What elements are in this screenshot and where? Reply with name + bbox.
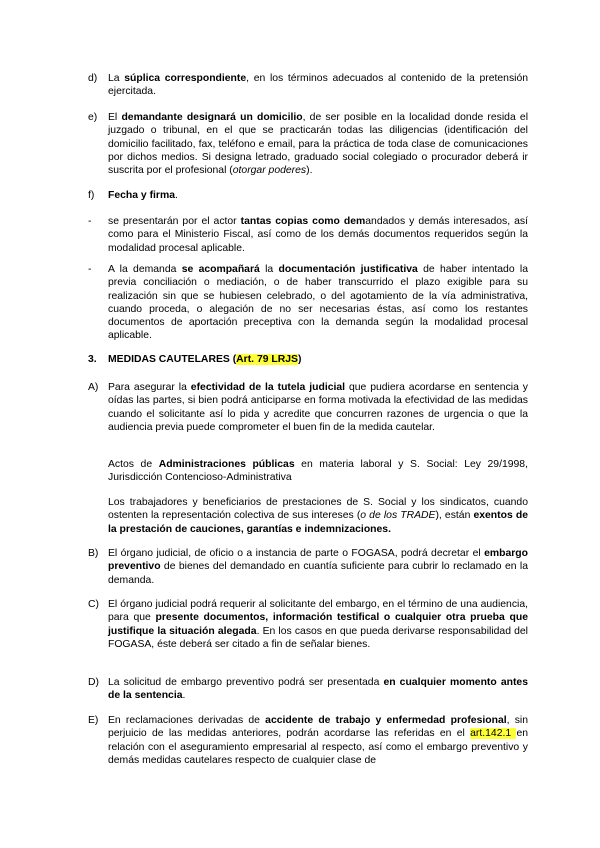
- list-item-text: En reclamaciones derivadas de accidente de trabajo y enfermedad profesional, sin perjuicio de las medidas anteriores, podrán acordarse las referidas en el art.142.1 en relación con el aseguramiento empresarial al respecto, así como el embargo preventivo y demás medidas cautelares respecto de cualquier clase de: [108, 715, 529, 766]
- list-item-text: El órgano judicial podrá requerir al solicitante del embargo, en el término de una audiencia, para que presente documentos, información testifical o cualquier otra prueba que justifique la situación alegada. En los casos en que pueda derivarse responsabilidad del FOGASA, éste deberá ser citado a fin de señalar bienes.: [108, 599, 528, 650]
- highlighted-article-ref: art.142.1: [470, 728, 517, 740]
- list-marker: E): [88, 715, 99, 726]
- bullet-item-text: A la demanda se acompañará la documentación justificativa de haber intentado la previa conciliación o mediación, o de haber transcurrido el plazo exigible para su realización sin que se hubiesen celebrado, o del agotamiento de la vía administrativa, cuando proceda, o alegación de no ser necesarias éstas, así como los restantes documentos de aportación preceptiva con la demanda según la modalidad procesal aplicable.: [108, 264, 528, 342]
- dash-marker: -: [88, 216, 92, 227]
- list-item-text: Para asegurar la efectividad de la tutela judicial que pudiera acordarse en sentencia y oídas las partes, si bien podrá anticiparse en forma motivada la efectividad de las medidas cuando el solicitante así lo pida y acredite que concurren razones de urgencia o que la audiencia previa puede comprometer el buen fin de la medida cautelar.: [108, 382, 528, 433]
- dash-marker: -: [88, 264, 92, 275]
- list-marker: C): [88, 599, 99, 610]
- list-item-d: [88, 72, 528, 99]
- highlighted-article-ref: Art. 79 LRJS: [236, 354, 298, 365]
- bullet-item-text: se presentarán por el actor tantas copias como demandados y demás interesados, así como para el Ministerio Fiscal, así como de los demás documentos requeridos según la modalidad procesal aplicable.: [108, 216, 528, 254]
- list-marker: A): [88, 382, 99, 393]
- list-item-f: [88, 189, 528, 202]
- list-item-D: [88, 676, 528, 703]
- list-item-text: El órgano judicial, de oficio o a instancia de parte o FOGASA, podrá decretar el embargo preventivo de bienes del demandado en cuantía suficiente para cubrir lo reclamado en la demanda.: [108, 548, 528, 586]
- bullet-item-documentacion: [88, 263, 528, 343]
- list-marker: f): [88, 190, 95, 201]
- list-item-A: [88, 381, 528, 434]
- list-item-text: La solicitud de embargo preventivo podrá ser presentada en cualquier momento antes de la sentencia.: [108, 677, 528, 702]
- list-item-text: El demandante designará un domicilio, de ser posible en la localidad donde resida el juzgado o tribunal, en el que se practicarán todas las diligencias (identificación del domicilio facilitado, fax, teléfono e email, para la práctica de toda clase de comunicaciones por dichos medios. Si designa letrado, graduado social colegiado o procurador deberá ir suscrita por el profesional (otorgar poderes).: [108, 112, 529, 177]
- list-item-text: Fecha y firma.: [108, 190, 178, 201]
- paragraph-exentos: Los trabajadores y beneficiarios de prestaciones de S. Social y los sindicatos, cuando ostenten la representación colectiva de sus intereses (o de los TRADE), están exentos de la prestación de cauciones, garantías e indemnizaciones.: [108, 497, 528, 535]
- list-item-text: La súplica correspondiente, en los términos adecuados al contenido de la pretensión ejercitada.: [108, 73, 529, 98]
- section-number: 3.: [88, 354, 97, 365]
- bullet-item-copias: [88, 215, 528, 255]
- section-heading: 3. MEDIDAS CAUTELARES (Art. 79 LRJS): [88, 354, 302, 365]
- list-marker: B): [88, 548, 99, 559]
- list-item-C: [88, 598, 528, 651]
- paragraph-administraciones: Actos de Administraciones públicas en materia laboral y S. Social: Ley 29/1998, Jurisdicción Contencioso-Administrativa: [108, 459, 528, 484]
- list-item-E: [88, 714, 528, 767]
- list-marker: e): [88, 112, 98, 123]
- list-item-B: [88, 547, 528, 587]
- list-item-e: [88, 111, 528, 177]
- list-marker: D): [88, 677, 99, 688]
- section-title: MEDIDAS CAUTELARES (: [108, 354, 237, 365]
- list-marker: d): [88, 73, 98, 84]
